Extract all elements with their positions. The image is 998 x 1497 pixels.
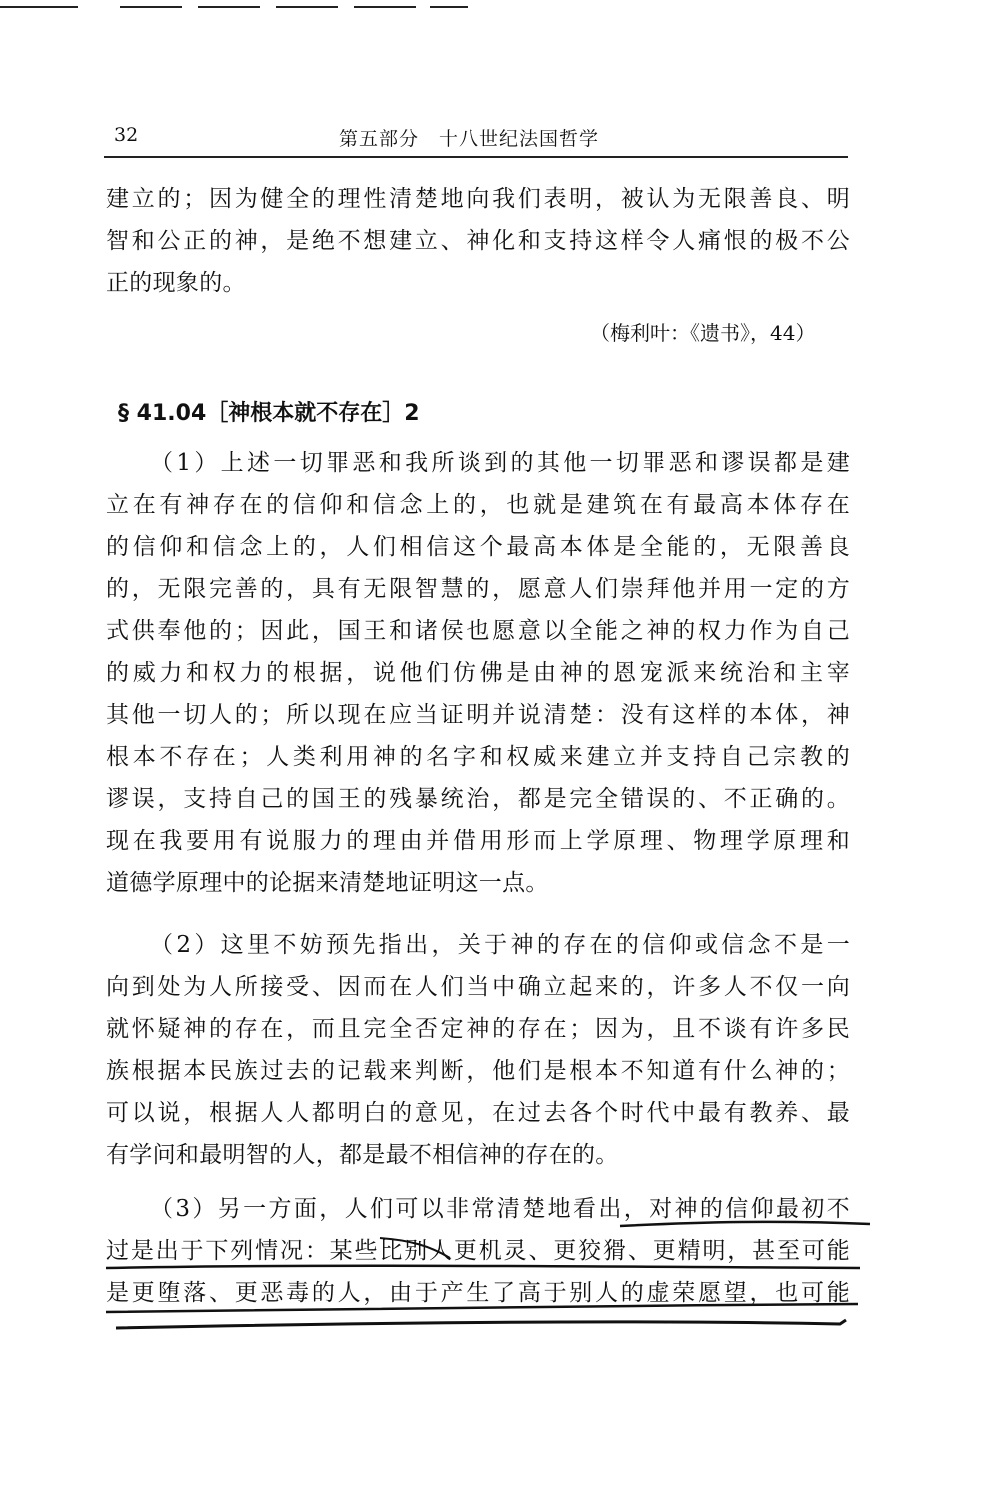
text-line: 现在我要用有说服力的理由并借用形而上学原理、物理学原理和: [106, 828, 850, 854]
text-line: 建立的；因为健全的理性清楚地向我们表明，被认为无限善良、明: [106, 186, 850, 212]
text-line: 向到处为人所接受、因而在人们当中确立起来的，许多人不仅一向: [106, 974, 850, 1000]
text-line: （3）另一方面，人们可以非常清楚地看出，对神的信仰最初不: [150, 1196, 850, 1222]
citation: （梅利叶：《遗书》，44）: [590, 321, 816, 345]
underline-stroke: [380, 1238, 450, 1258]
text-line: 可以说，根据人人都明白的意见，在过去各个时代中最有教养、最: [106, 1100, 850, 1126]
text-line: 过是出于下列情况：某些比别人更机灵、更狡猾、更精明，甚至可能: [106, 1238, 850, 1264]
text-line: 谬误，支持自己的国王的残暴统治，都是完全错误的、不正确的。: [106, 786, 850, 812]
underline-stroke: [106, 1304, 858, 1312]
section-heading: § 41.04［神根本就不存在］2: [118, 401, 420, 426]
text-line: 智和公正的神，是绝不想建立、神化和支持这样令人痛恨的极不公: [106, 228, 850, 254]
text-line: （2）这里不妨预先指出，关于神的存在的信仰或信念不是一: [150, 932, 850, 958]
text-line: 式供奉他的；因此，国王和诸侯也愿意以全能之神的权力作为自己: [106, 618, 850, 644]
text-line: 就怀疑神的存在，而且完全否定神的存在；因为，且不谈有许多民: [106, 1016, 850, 1042]
text-line: 立在有神存在的信仰和信念上的，也就是建筑在有最高本体存在: [106, 492, 850, 518]
page-number: 32: [114, 124, 139, 146]
text-line: 是更堕落、更恶毒的人，由于产生了高于别人的虚荣愿望，也可能: [106, 1280, 850, 1306]
text-line: 根本不存在；人类利用神的名字和权威来建立并支持自己宗教的: [106, 744, 850, 770]
text-line: 正的现象的。: [106, 270, 246, 296]
underline-stroke: [116, 1320, 846, 1328]
text-line: 的信仰和信念上的，人们相信这个最高本体是全能的，无限善良: [106, 534, 850, 560]
text-line: （1）上述一切罪恶和我所谈到的其他一切罪恶和谬误都是建: [150, 450, 850, 476]
running-head: 第五部分 十八世纪法国哲学: [339, 128, 600, 150]
text-line: 的威力和权力的根据，说他们仿佛是由神的恩宠派来统治和主宰: [106, 660, 850, 686]
text-line: 的，无限完善的，具有无限智慧的，愿意人们崇拜他并用一定的方: [106, 576, 850, 602]
underline-stroke: [106, 1266, 860, 1268]
text-line: 有学问和最明智的人，都是最不相信神的存在的。: [106, 1142, 619, 1168]
text-line: 其他一切人的；所以现在应当证明并说清楚：没有这样的本体，神: [106, 702, 850, 728]
text-line: 族根据本民族过去的记载来判断，他们是根本不知道有什么神的；: [106, 1058, 850, 1084]
underline-stroke: [620, 1222, 870, 1226]
text-line: 道德学原理中的论据来清楚地证明这一点。: [106, 870, 549, 896]
